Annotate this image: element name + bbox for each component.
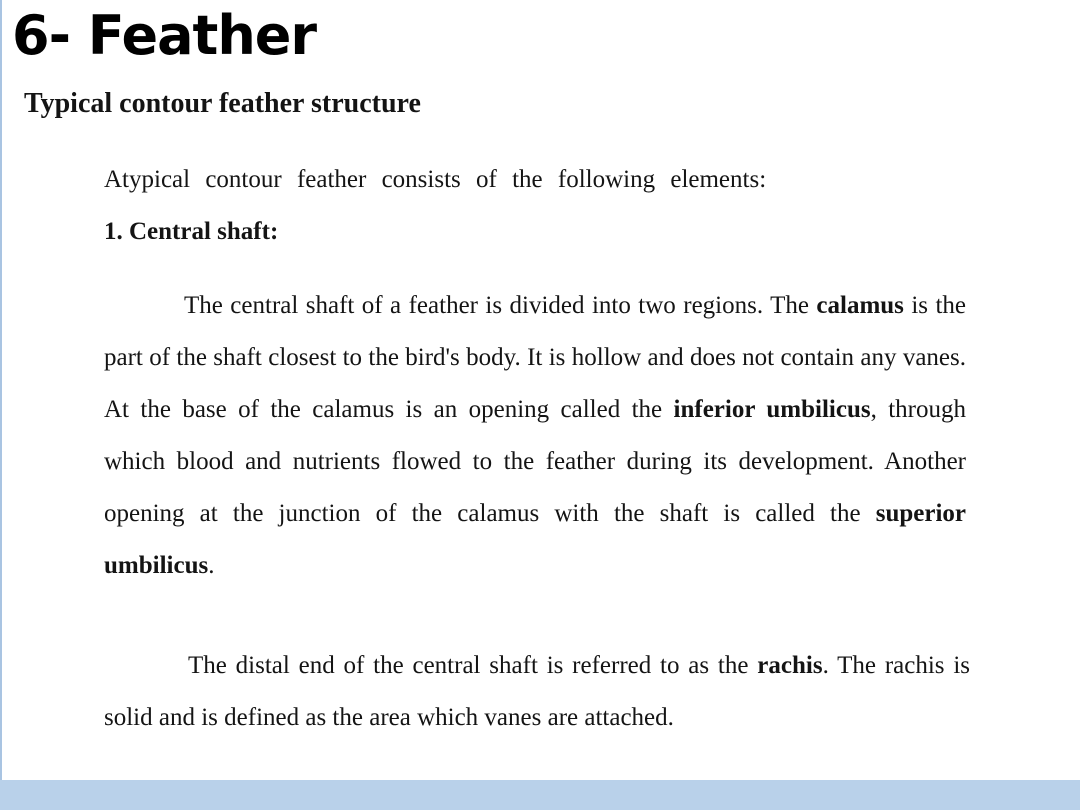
term-calamus: calamus xyxy=(816,292,904,319)
term-rachis: rachis xyxy=(757,652,823,679)
term-superior-umbilicus: superior umbilicus xyxy=(104,500,966,579)
scanned-document xyxy=(0,80,1080,780)
section-heading-central-shaft: 1. Central shaft: xyxy=(104,218,279,245)
paragraph-text: . xyxy=(208,552,215,579)
paragraph-text: . The rachis is solid and is defined as the area which vanes are attached. xyxy=(104,652,970,731)
intro-paragraph: Atypical contour feather consists of the following elements: xyxy=(104,166,767,193)
paragraph-text: The distal end of the central shaft is referred to as the xyxy=(188,652,758,679)
paragraph-central-shaft xyxy=(104,280,966,592)
paragraph-text: is the part of the shaft closest to the bird's body. It is hollow and does not contain any vanes. At the base of the calamus is an opening called the xyxy=(104,292,967,423)
term-inferior-umbilicus: inferior umbilicus xyxy=(673,396,871,423)
bottom-band xyxy=(0,780,1080,810)
paragraph-text: , through which blood and nutrients flowed to the feather during its development. Another opening at the junction of the calamus with the shaft is called the xyxy=(104,396,966,527)
slide-title: 6- Feather xyxy=(12,4,317,67)
document-heading: Typical contour feather structure xyxy=(24,88,421,119)
paragraph-rachis xyxy=(104,640,970,744)
paragraph-text: The central shaft of a feather is divided into two regions. The xyxy=(184,292,817,319)
